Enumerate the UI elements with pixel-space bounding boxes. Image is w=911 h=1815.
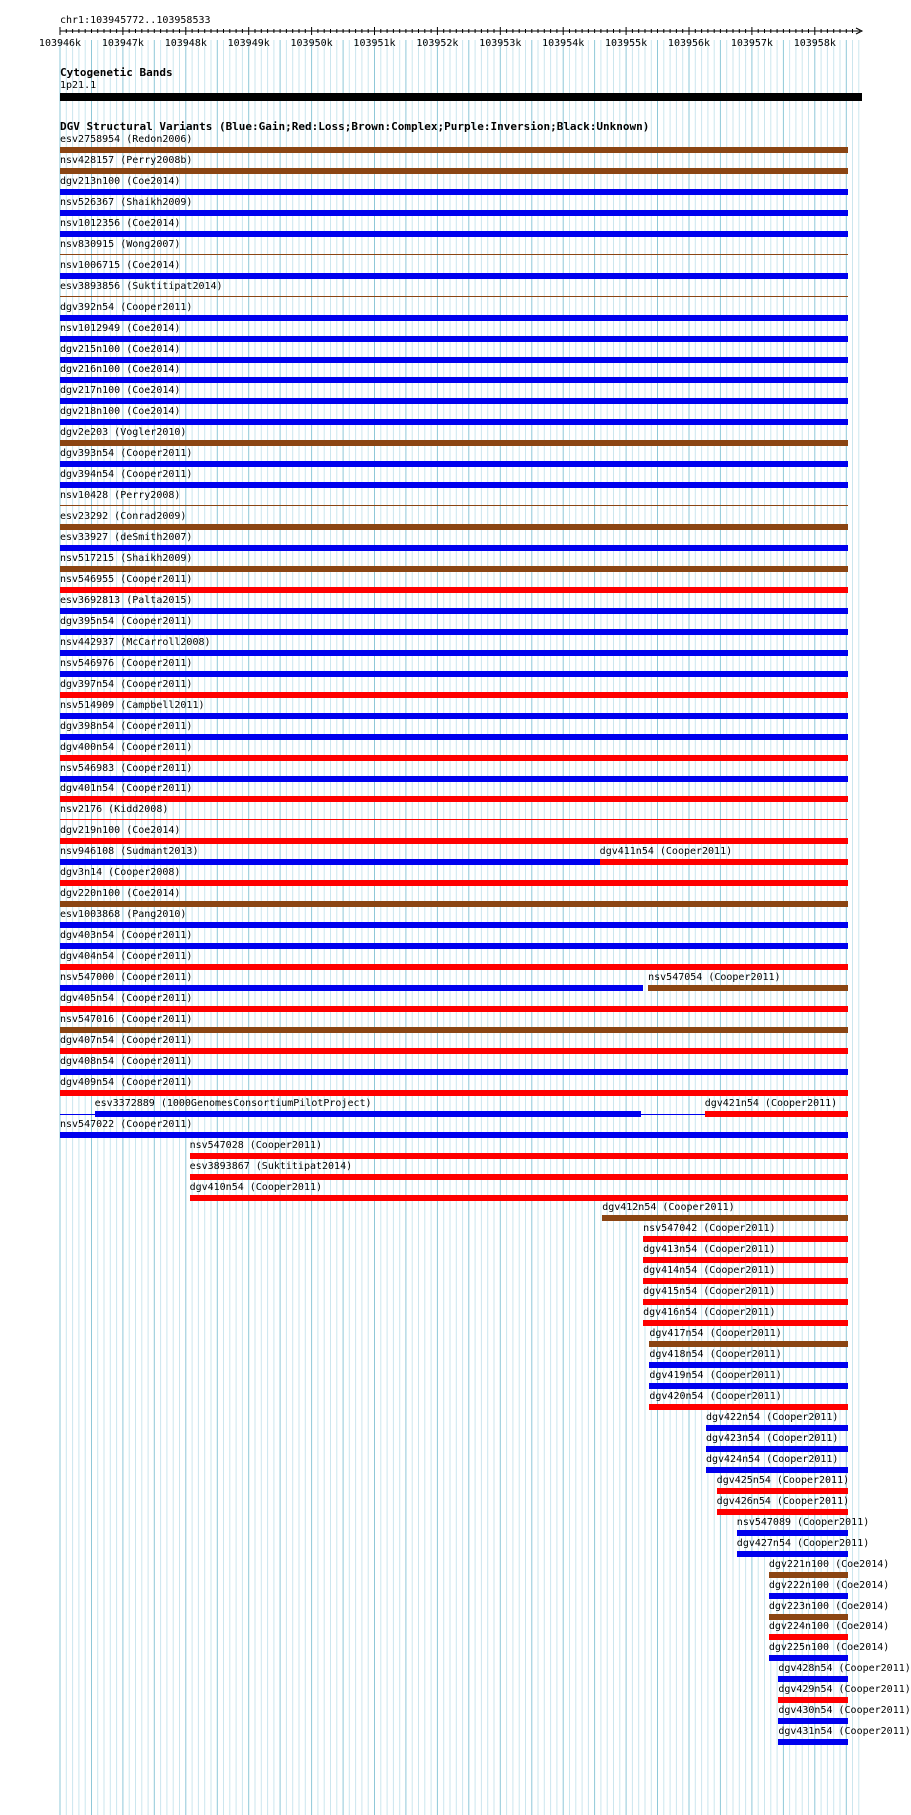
variant-label[interactable]: dgv424n54 (Cooper2011) (705, 1453, 839, 1465)
variant-label[interactable]: dgv2e203 (Vogler2010) (60, 427, 187, 439)
variant-label[interactable]: dgv425n54 (Cooper2011) (716, 1474, 850, 1486)
variant-bar-gain[interactable] (60, 482, 848, 488)
variant-label[interactable]: nsv546955 (Cooper2011) (60, 573, 193, 585)
variant-label[interactable]: esv3372889 (1000GenomesConsortiumPilotProject) (94, 1097, 372, 1109)
variant-label[interactable]: dgv414n54 (Cooper2011) (643, 1265, 776, 1277)
variant-bar-gain[interactable] (60, 713, 848, 719)
ruler-tick-label: 103954k (542, 38, 585, 49)
variant-label[interactable]: nsv428157 (Perry2008b) (60, 154, 193, 166)
variant-bar-loss[interactable] (60, 964, 848, 970)
variant-label[interactable]: esv3893856 (Suktitipat2014) (60, 280, 223, 292)
variant-label[interactable]: dgv3n14 (Cooper2008) (60, 867, 181, 879)
variant-bar-gain[interactable] (778, 1718, 848, 1724)
variant-bar-complex[interactable] (60, 901, 848, 907)
variant-label[interactable]: dgv392n54 (Cooper2011) (60, 301, 193, 313)
variant-bar-complex[interactable] (60, 254, 848, 255)
variant-bar-gain[interactable] (60, 608, 848, 614)
variant-label[interactable]: nsv2176 (Kidd2008) (60, 804, 169, 816)
variant-label[interactable]: nsv517215 (Shaikh2009) (60, 553, 193, 564)
variant-bar-loss[interactable] (769, 1634, 848, 1640)
variant-label[interactable]: dgv408n54 (Cooper2011) (60, 1055, 193, 1067)
variant-label[interactable]: dgv224n100 (Coe2014) (768, 1621, 890, 1633)
variant-label[interactable]: nsv1012356 (Coe2014) (60, 217, 181, 229)
variant-label[interactable]: dgv225n100 (Coe2014) (768, 1642, 890, 1654)
variant-label[interactable]: dgv430n54 (Cooper2011) (778, 1705, 911, 1717)
variant-label[interactable]: dgv411n54 (Cooper2011) (599, 846, 733, 858)
variant-label[interactable]: dgv420n54 (Cooper2011) (649, 1391, 782, 1402)
variant-label[interactable]: dgv412n54 (Cooper2011) (602, 1202, 735, 1214)
variant-bar-loss[interactable] (600, 859, 849, 865)
variant-label[interactable]: esv23292 (Conrad2009) (60, 511, 187, 523)
variant-label[interactable]: nsv547028 (Cooper2011) (189, 1139, 323, 1151)
variant-bar-gain[interactable] (60, 985, 643, 991)
variant-bar-loss[interactable] (60, 880, 848, 886)
ruler-tick-label: 103949k (227, 38, 270, 49)
variant-bar-complex[interactable] (60, 1027, 848, 1033)
variant-label[interactable]: dgv427n54 (Cooper2011) (736, 1537, 870, 1549)
variant-label[interactable]: dgv398n54 (Cooper2011) (60, 720, 193, 732)
variant-label[interactable]: dgv417n54 (Cooper2011) (649, 1328, 782, 1340)
variant-bar-loss[interactable] (60, 1006, 848, 1012)
variant-label[interactable]: nsv547089 (Cooper2011) (736, 1516, 870, 1528)
variant-label[interactable]: esv3692813 (Palta2015) (60, 594, 193, 606)
variant-label[interactable]: dgv413n54 (Cooper2011) (643, 1244, 776, 1256)
variant-bar-complex[interactable] (648, 985, 848, 991)
variant-label[interactable]: dgv221n100 (Coe2014) (768, 1558, 890, 1570)
locus-label: chr1:103945772..103958533 (60, 15, 211, 26)
variant-label[interactable]: nsv526367 (Shaikh2009) (60, 196, 193, 208)
variant-bar-loss[interactable] (705, 1111, 849, 1117)
variant-bar-gain[interactable] (60, 734, 848, 740)
cytoband-bar[interactable] (60, 93, 862, 101)
ruler-tick-label: 103953k (479, 38, 522, 49)
variant-bar-loss[interactable] (60, 1090, 848, 1096)
variant-label[interactable]: dgv213n100 (Coe2014) (60, 175, 181, 187)
variant-bar-loss[interactable] (643, 1236, 848, 1242)
variant-bar-loss[interactable] (649, 1404, 848, 1410)
variant-label[interactable]: nsv514909 (Campbell2011) (60, 699, 205, 711)
ruler-tick-label: 103946k (38, 38, 82, 49)
variant-bar-gain[interactable] (60, 419, 848, 425)
variant-label[interactable]: dgv405n54 (Cooper2011) (60, 992, 193, 1004)
variant-bar-complex[interactable] (649, 1341, 848, 1347)
variant-bar-loss[interactable] (60, 755, 848, 761)
variant-bar-gain[interactable] (737, 1551, 849, 1557)
variant-label[interactable]: nsv442937 (McCarroll2008) (60, 636, 211, 648)
variant-label[interactable]: nsv946108 (Sudmant2013) (60, 846, 199, 858)
variant-bar-loss[interactable] (778, 1697, 848, 1703)
variant-bar-gain[interactable] (60, 357, 848, 363)
variant-label[interactable]: nsv1006715 (Coe2014) (60, 259, 181, 271)
variant-label[interactable]: dgv429n54 (Cooper2011) (778, 1684, 911, 1696)
variant-label[interactable]: dgv418n54 (Cooper2011) (649, 1349, 782, 1361)
variant-label[interactable]: dgv217n100 (Coe2014) (60, 385, 181, 397)
ruler-tick-label: 103958k (793, 38, 836, 49)
variant-bar-loss[interactable] (190, 1153, 849, 1159)
ruler-tick-label: 103951k (353, 38, 396, 49)
variant-bar-gain[interactable] (706, 1425, 848, 1431)
ruler-tick-label: 103952k (416, 38, 459, 49)
ruler-tick-label: 103950k (290, 38, 333, 49)
variant-label[interactable]: nsv547042 (Cooper2011) (643, 1223, 776, 1235)
variant-label[interactable]: dgv220n100 (Coe2014) (60, 888, 181, 900)
variant-label[interactable]: nsv547022 (Cooper2011) (60, 1118, 193, 1130)
variant-bar-gain[interactable] (60, 398, 848, 404)
ruler-tick-label: 103957k (730, 38, 773, 49)
variant-bar-gain[interactable] (769, 1593, 848, 1599)
variant-bar-loss[interactable] (717, 1488, 849, 1494)
variant-label[interactable]: dgv219n100 (Coe2014) (60, 825, 181, 837)
variant-label[interactable]: dgv431n54 (Cooper2011) (778, 1726, 911, 1738)
variant-label[interactable]: nsv1012949 (Coe2014) (60, 322, 181, 334)
variant-bar-gain[interactable] (60, 922, 848, 928)
variant-bar-gain[interactable] (60, 1069, 848, 1075)
variant-bar-gain[interactable] (60, 336, 848, 342)
variant-bar-complex[interactable] (769, 1572, 848, 1578)
variant-label[interactable]: dgv415n54 (Cooper2011) (643, 1286, 776, 1298)
variant-label[interactable]: dgv428n54 (Cooper2011) (778, 1663, 911, 1675)
ruler-tick-label: 103947k (101, 38, 144, 49)
variant-bar-loss[interactable] (190, 1174, 849, 1180)
variant-label[interactable]: dgv215n100 (Coe2014) (60, 343, 181, 355)
variant-label[interactable]: esv2758954 (Redon2006) (60, 134, 193, 145)
variant-bar-loss[interactable] (60, 587, 848, 593)
variant-label[interactable]: dgv419n54 (Cooper2011) (649, 1370, 782, 1382)
variant-label[interactable]: dgv394n54 (Cooper2011) (60, 469, 193, 481)
ruler-tick-label: 103956k (667, 38, 711, 49)
variant-bar-complex[interactable] (60, 566, 848, 572)
variant-bar-loss[interactable] (60, 1048, 848, 1054)
variant-bar-gain[interactable] (60, 943, 848, 949)
variant-label[interactable]: dgv401n54 (Cooper2011) (60, 783, 193, 795)
variant-bar-loss[interactable] (60, 838, 848, 844)
variant-bar-gain[interactable] (60, 859, 600, 865)
variant-bar-gain[interactable] (778, 1739, 848, 1745)
variant-bar-gain[interactable] (60, 231, 848, 237)
variant-label[interactable]: esv1003868 (Pang2010) (60, 909, 187, 921)
variant-bar-gain[interactable] (60, 545, 848, 551)
variant-label[interactable]: dgv223n100 (Coe2014) (768, 1600, 890, 1612)
ruler-tick-label: 103948k (164, 38, 207, 49)
variant-label[interactable]: dgv222n100 (Coe2014) (768, 1579, 890, 1591)
variant-bar-loss[interactable] (643, 1299, 848, 1305)
variant-bar-gain[interactable] (60, 776, 848, 782)
variant-bar-loss[interactable] (60, 692, 848, 698)
variant-bar-gain[interactable] (60, 315, 848, 321)
variant-label[interactable]: dgv426n54 (Cooper2011) (716, 1495, 850, 1507)
variant-bar-loss[interactable] (190, 1195, 849, 1201)
variant-label[interactable]: dgv416n54 (Cooper2011) (643, 1307, 776, 1319)
variant-label[interactable]: dgv407n54 (Cooper2011) (60, 1034, 193, 1046)
variant-bar-loss[interactable] (60, 819, 848, 820)
variant-bar-loss[interactable] (717, 1509, 849, 1515)
variant-bar-complex[interactable] (60, 440, 848, 446)
variant-bar-complex[interactable] (60, 147, 848, 153)
variant-bar-gain[interactable] (706, 1467, 848, 1473)
variant-bar-gain[interactable] (649, 1383, 848, 1389)
variant-bar-complex[interactable] (60, 505, 848, 506)
variant-bar-gain[interactable] (769, 1655, 848, 1661)
dgv-track-title: DGV Structural Variants (Blue:Gain;Red:Loss;Brown:Complex;Purple:Inversion;Black:Unknown) (60, 120, 650, 133)
variant-label[interactable]: dgv422n54 (Cooper2011) (705, 1411, 839, 1423)
variant-bar-gain[interactable] (649, 1362, 848, 1368)
variant-label[interactable]: nsv547016 (Cooper2011) (60, 1013, 193, 1025)
variant-bar-complex[interactable] (60, 524, 848, 530)
variant-label[interactable]: dgv404n54 (Cooper2011) (60, 951, 193, 963)
variant-bar-gain[interactable] (60, 650, 848, 656)
variant-label[interactable]: esv3893867 (Suktitipat2014) (189, 1160, 353, 1172)
variant-label[interactable]: dgv397n54 (Cooper2011) (60, 678, 193, 690)
variant-bar-complex[interactable] (769, 1614, 848, 1620)
variant-label[interactable]: dgv410n54 (Cooper2011) (189, 1181, 323, 1193)
variant-label[interactable]: dgv409n54 (Cooper2011) (60, 1076, 193, 1088)
variant-label[interactable]: nsv830915 (Wong2007) (60, 238, 181, 250)
variant-bar-gain[interactable] (60, 1132, 848, 1138)
variant-bar-gain[interactable] (778, 1676, 848, 1682)
variant-label[interactable]: nsv546976 (Cooper2011) (60, 657, 193, 669)
variant-bar-gain[interactable] (95, 1111, 642, 1117)
variant-label[interactable]: nsv547000 (Cooper2011) (60, 972, 193, 983)
variant-bar-gain[interactable] (60, 210, 848, 216)
variant-label[interactable]: dgv393n54 (Cooper2011) (60, 448, 193, 460)
variant-label[interactable]: nsv546983 (Cooper2011) (60, 762, 193, 774)
variant-bar-gain[interactable] (60, 189, 848, 195)
cytoband-name: 1p21.1 (60, 80, 97, 91)
variant-bar-complex[interactable] (60, 296, 848, 297)
variant-label[interactable]: nsv10428 (Perry2008) (60, 490, 181, 502)
variant-bar-loss[interactable] (643, 1320, 848, 1326)
variant-bar-loss[interactable] (60, 796, 848, 802)
ruler-tick-label: 103955k (605, 38, 648, 49)
variant-label[interactable]: dgv395n54 (Cooper2011) (60, 615, 193, 627)
variant-label[interactable]: dgv218n100 (Coe2014) (60, 406, 181, 418)
variant-bar-gain[interactable] (60, 629, 848, 635)
variant-label[interactable]: dgv423n54 (Cooper2011) (705, 1432, 839, 1444)
variant-bar-complex[interactable] (60, 168, 848, 174)
variant-label[interactable]: esv33927 (deSmith2007) (60, 532, 193, 544)
variant-label[interactable]: dgv216n100 (Coe2014) (60, 364, 181, 376)
variant-bar-loss[interactable] (643, 1278, 848, 1284)
variant-bar-gain[interactable] (706, 1446, 848, 1452)
cytoband-track-title: Cytogenetic Bands (60, 66, 173, 79)
variant-label[interactable]: dgv400n54 (Cooper2011) (60, 741, 193, 753)
variant-label[interactable]: dgv421n54 (Cooper2011) (704, 1097, 838, 1109)
variant-bar-complex[interactable] (602, 1215, 848, 1221)
variant-bar-gain[interactable] (737, 1530, 849, 1536)
variant-bar-gain[interactable] (60, 377, 848, 383)
variant-label[interactable]: dgv403n54 (Cooper2011) (60, 930, 193, 942)
variant-bar-gain[interactable] (60, 461, 848, 467)
variant-label[interactable]: nsv547054 (Cooper2011) (648, 972, 781, 983)
variant-bar-gain[interactable] (60, 671, 848, 677)
variant-bar-gain[interactable] (60, 273, 848, 279)
variant-bar-loss[interactable] (643, 1257, 848, 1263)
